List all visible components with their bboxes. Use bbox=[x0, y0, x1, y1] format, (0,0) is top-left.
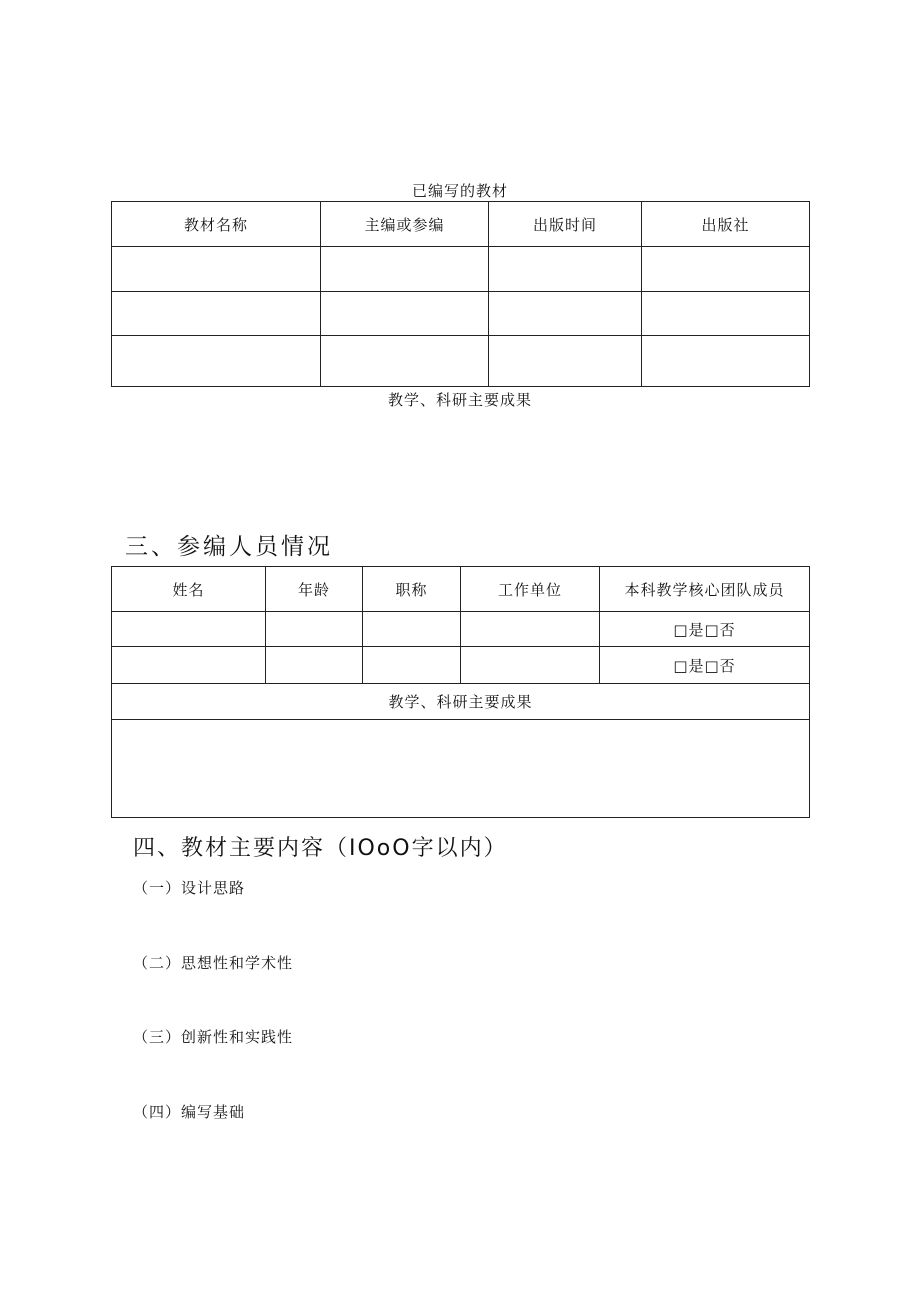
table-row bbox=[112, 720, 810, 818]
subsection-heading: （四）编写基础 bbox=[133, 1103, 246, 1121]
header-cell-name: 教材名称 bbox=[112, 202, 321, 247]
header-cell-role: 主编或参编 bbox=[321, 202, 489, 247]
table-row bbox=[112, 647, 810, 684]
header-cell-age: 年龄 bbox=[266, 567, 363, 612]
achievements-field[interactable] bbox=[112, 720, 810, 818]
table-cell[interactable] bbox=[461, 647, 600, 684]
header-cell-date: 出版时间 bbox=[489, 202, 642, 247]
table-cell[interactable] bbox=[266, 612, 363, 647]
table-row bbox=[112, 247, 810, 292]
header-cell-publisher: 出版社 bbox=[642, 202, 810, 247]
table-cell[interactable] bbox=[112, 612, 266, 647]
subsection-heading: （一）设计思路 bbox=[133, 879, 246, 897]
table-cell[interactable] bbox=[112, 247, 321, 292]
subsection-heading: （二）思想性和学术性 bbox=[133, 954, 294, 972]
table-cell[interactable] bbox=[642, 247, 810, 292]
header-cell-title: 职称 bbox=[363, 567, 461, 612]
table-cell[interactable] bbox=[489, 336, 642, 387]
table-row bbox=[112, 684, 810, 720]
table-cell[interactable] bbox=[321, 247, 489, 292]
yes-no-checkbox[interactable]: □是□否 bbox=[600, 647, 810, 684]
table-cell[interactable] bbox=[112, 647, 266, 684]
table-row bbox=[112, 292, 810, 336]
table-cell[interactable] bbox=[112, 292, 321, 336]
header-cell-workplace: 工作单位 bbox=[461, 567, 600, 612]
table-cell[interactable] bbox=[489, 292, 642, 336]
table-cell[interactable] bbox=[461, 612, 600, 647]
header-cell-name: 姓名 bbox=[112, 567, 266, 612]
table-header-row bbox=[112, 567, 810, 612]
table-caption: 已编写的教材 bbox=[411, 182, 508, 200]
achievements-header: 教学、科研主要成果 bbox=[112, 684, 810, 720]
textbooks-table bbox=[111, 201, 810, 387]
section-heading: 四、教材主要内容（IOoO字以内） bbox=[133, 836, 508, 861]
table-cell[interactable] bbox=[321, 336, 489, 387]
table-row bbox=[112, 612, 810, 647]
table-cell[interactable] bbox=[266, 647, 363, 684]
achievements-label: 教学、科研主要成果 bbox=[387, 391, 532, 409]
header-cell-core-team: 本科教学核心团队成员 bbox=[600, 567, 810, 612]
table-cell[interactable] bbox=[321, 292, 489, 336]
table-cell[interactable] bbox=[642, 336, 810, 387]
participants-table bbox=[111, 566, 810, 818]
table-header-row bbox=[112, 202, 810, 247]
table-cell[interactable] bbox=[642, 292, 810, 336]
table-cell[interactable] bbox=[489, 247, 642, 292]
table-row bbox=[112, 336, 810, 387]
table-cell[interactable] bbox=[363, 612, 461, 647]
table-cell[interactable] bbox=[112, 336, 321, 387]
subsection-heading: （三）创新性和实践性 bbox=[133, 1028, 294, 1046]
table-cell[interactable] bbox=[363, 647, 461, 684]
section-heading: 三、参编人员情况 bbox=[125, 534, 333, 560]
yes-no-checkbox[interactable]: □是□否 bbox=[600, 612, 810, 647]
